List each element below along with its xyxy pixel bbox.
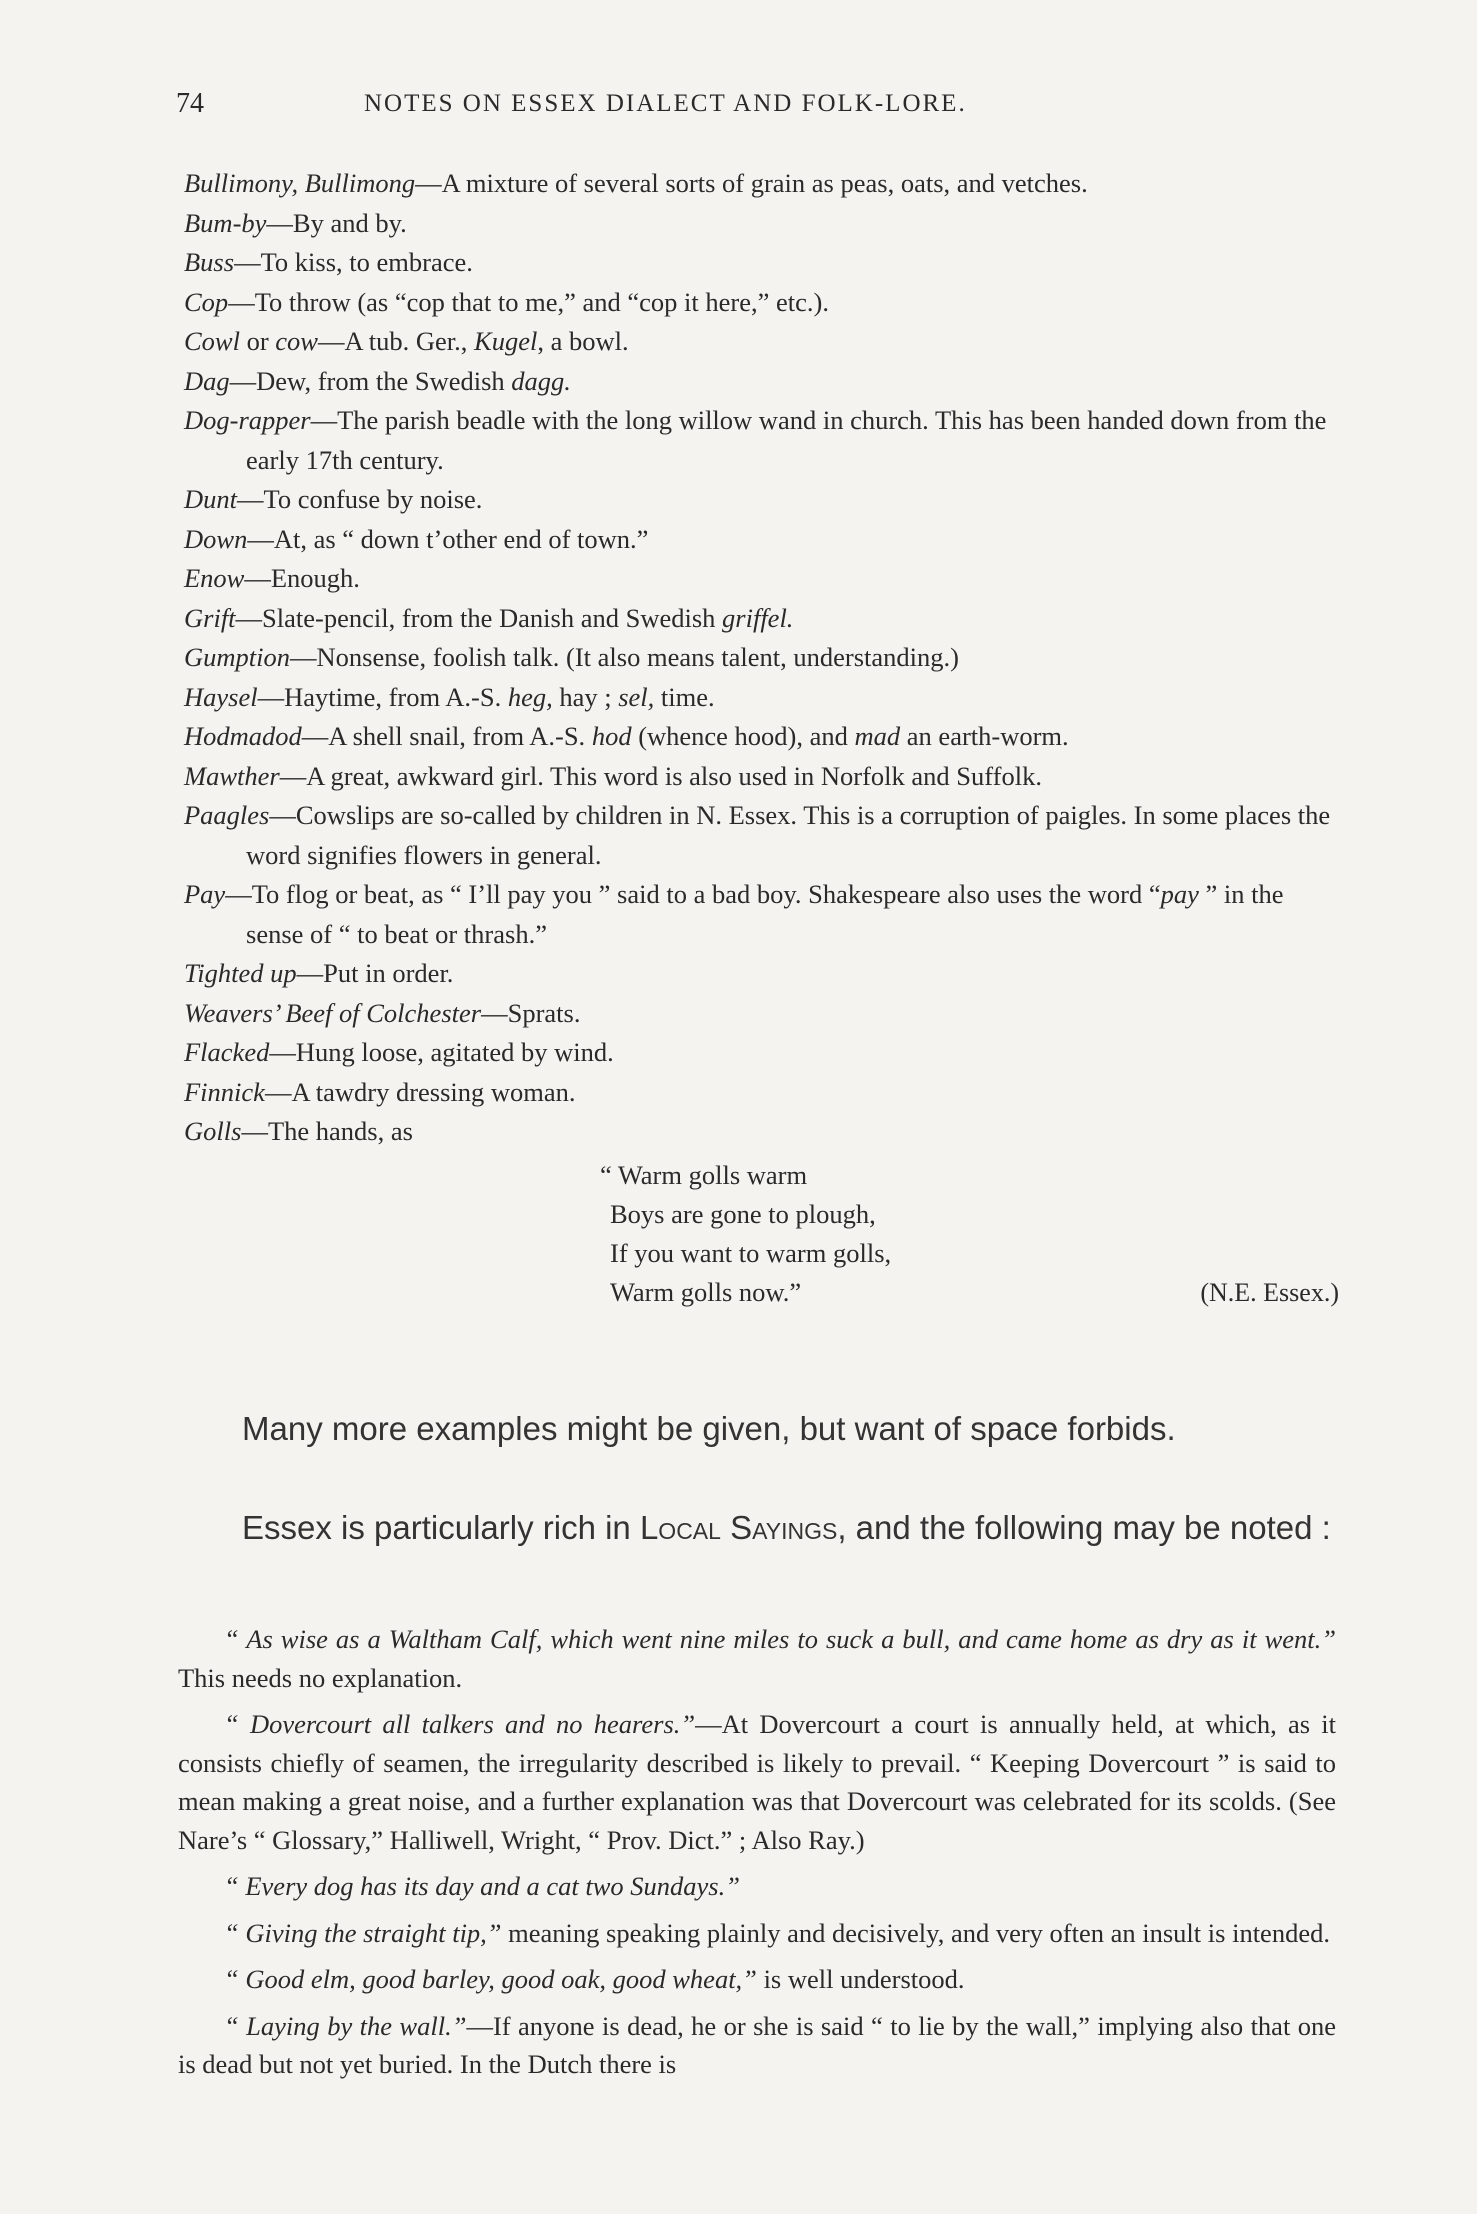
glossary-entry: Paagles—Cowslips are so-called by children in N. Essex. This is a corruption of paigles. In some places the word signifies flowers in general. [184,800,1331,870]
glossary-entry: Flacked—Hung loose, agitated by wind. [184,1037,614,1067]
glossary-entry: Bullimony, Bullimong—A mixture of several sorts of grain as peas, oats, and vetches. [184,168,1088,198]
glossary-entry: Gumption—Nonsense, foolish talk. (It also means talent, understanding.) [184,642,959,672]
saying-item: “ As wise as a Waltham Calf, which went nine miles to suck a bull, and came home as dry as it went.” This needs no explanation. [178,1624,1336,1693]
page-header [176,88,1337,128]
glossary-list [184,164,1339,1321]
glossary-entry: Buss—To kiss, to embrace. [184,247,473,277]
glossary-entry: Weavers’ Beef of Colchester—Sprats. [184,997,581,1028]
glossary-entry: Finnick—A tawdry dressing woman. [184,1076,576,1107]
running-title: NOTES ON ESSEX DIALECT AND FOLK-LORE. [364,90,967,117]
glossary-entry: Bum-by—By and by. [184,207,407,238]
glossary-entry: Hodmadod—A shell snail, from A.-S. hod (whence hood), and mad an earth-worm. [184,721,1069,751]
glossary-entry: Grift—Slate-pencil, from the Danish and Swedish griffel. [184,602,794,633]
page-number: 74 [176,88,204,119]
saying-item: “ Giving the straight tip,” meaning speaking plainly and decisively, and very often an insult is intended. [224,1917,1330,1948]
glossary-entry: Cop—To throw (as “cop that to me,” and “cop it here,” etc.). [184,286,829,317]
glossary-entry: Haysel—Haytime, from A.-S. heg, hay ; sel, time. [184,681,715,712]
glossary-entry: Mawther—A great, awkward girl. This word is also used in Norfolk and Suffolk. [184,760,1042,791]
verse-source: (N.E. Essex.) [1200,1277,1339,1307]
glossary-entry: Cowl or cow—A tub. Ger., Kugel, a bowl. [184,326,629,356]
saying-item: “ Every dog has its day and a cat two Sundays.” [224,1871,740,1901]
saying-item: “ Dovercourt all talkers and no hearers.”—At Dovercourt a court is annually held, at which, as it consists chiefly of seamen, the irregularity described is likely to prevail. “ Keeping Dovercourt ” is said to mean making a great noise, and a further explanation was that Dovercourt was celebrated for its scolds. (See Nare’s “ Glossary,” Halliwell, Wright, “ Prov. Dict.” ; Also Ray.) [178,1709,1337,1855]
glossary-entry: Tighted up—Put in order. [184,958,454,988]
glossary-entry: Golls—The hands, as [184,1116,413,1146]
verse-line: If you want to warm golls, [610,1237,892,1268]
glossary-entry: Dunt—To confuse by noise. [184,484,483,514]
verse-line: Warm golls now.” [610,1276,802,1307]
paragraph-examples: Many more examples might be given, but want of space forbids. [242,1410,1176,1447]
verse-quote [184,1156,1339,1321]
verse-line: Boys are gone to plough, [610,1198,876,1229]
glossary-entry: Down—At, as “ down t’other end of town.” [184,523,649,554]
sayings-list [178,1620,1336,2092]
saying-item: “ Laying by the wall.”—If anyone is dead, he or she is said “ to lie by the wall,” implying also that one is dead but not yet buried. In the Dutch there is [178,2010,1336,2079]
paragraph-local-sayings: Essex is particularly rich in Local Sayings, and the following may be noted : [242,1509,1331,1546]
glossary-entry: Enow—Enough. [184,563,360,593]
glossary-entry: Dog-rapper—The parish beadle with the long willow wand in church. This has been handed down from the early 17th century. [184,405,1327,475]
glossary-entry: Pay—To flog or beat, as “ I’ll pay you ” said to a bad boy. Shakespeare also uses the word “pay ” in the sense of “ to beat or thrash.” [184,879,1284,949]
glossary-entry: Dag—Dew, from the Swedish dagg. [184,365,571,396]
verse-line: “ Warm golls warm [600,1159,808,1190]
saying-item: “ Good elm, good barley, good oak, good wheat,” is well understood. [224,1964,965,1994]
